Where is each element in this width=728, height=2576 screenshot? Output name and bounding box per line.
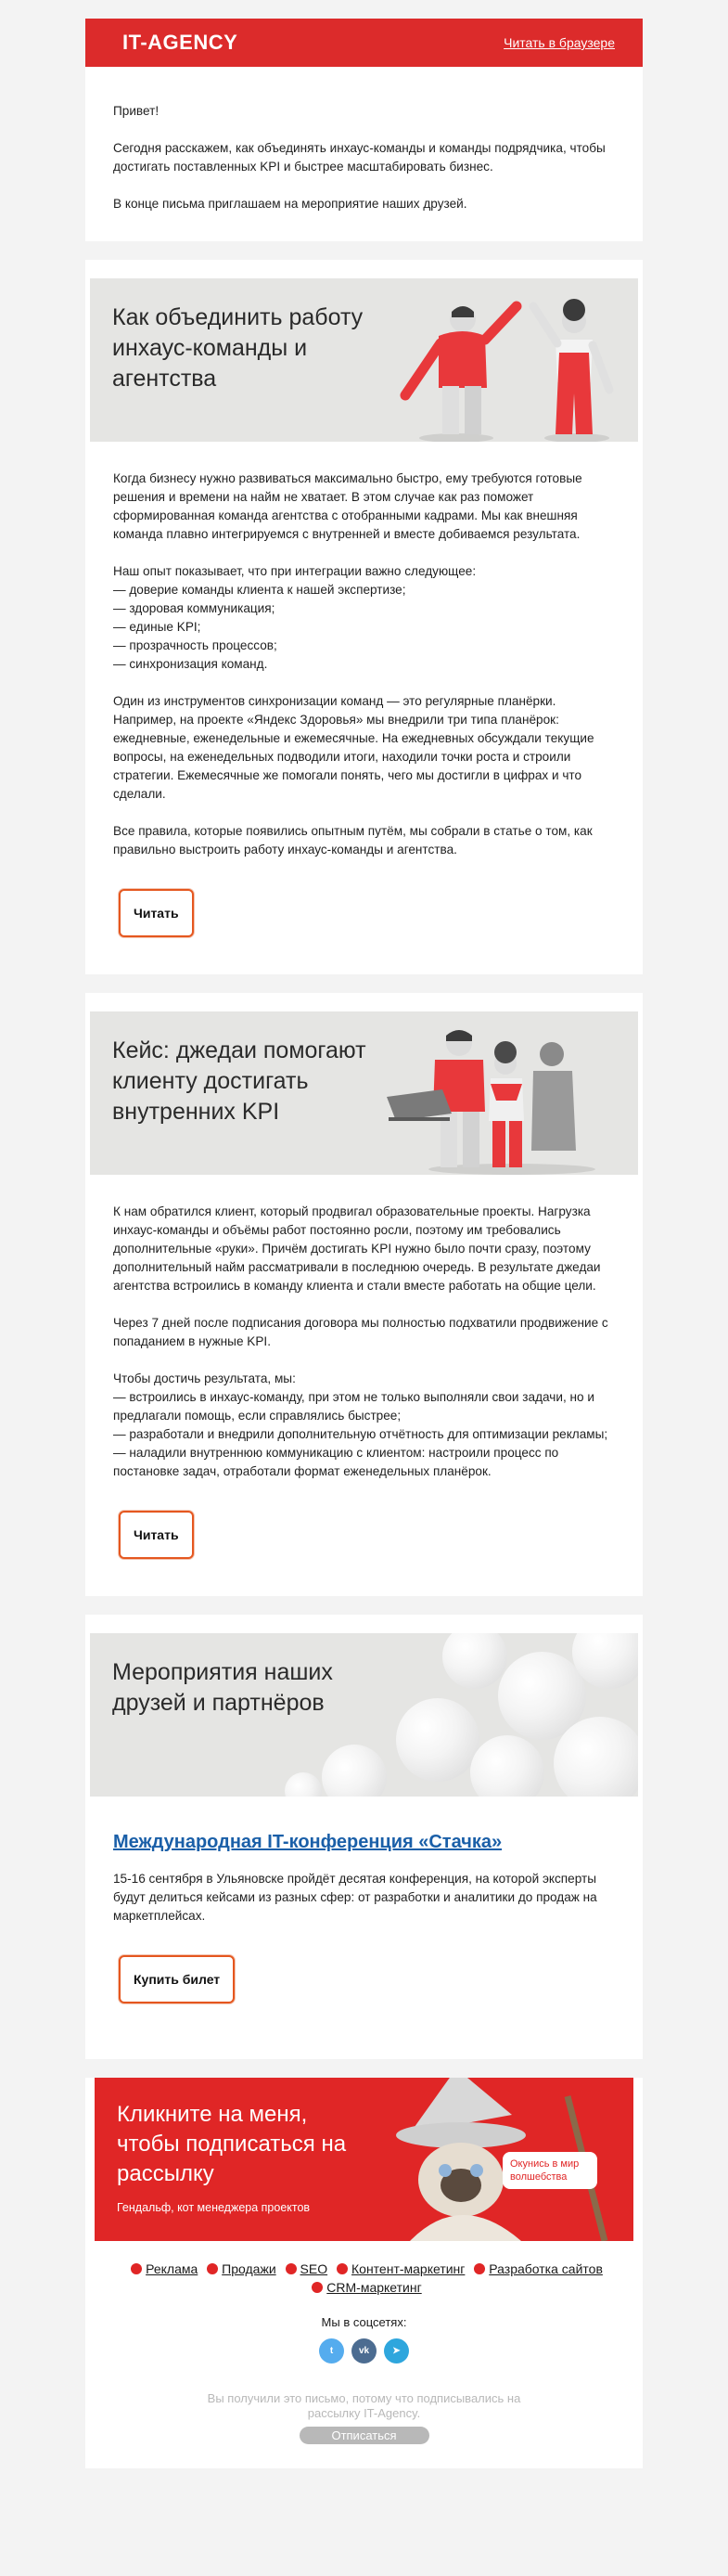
topic-link-content[interactable]: Контент-маркетинг: [351, 2261, 466, 2276]
article-card-case: [85, 993, 643, 1596]
read-case-button[interactable]: Читать: [119, 1511, 194, 1559]
red-dot-icon: [474, 2263, 485, 2274]
red-dot-icon: [337, 2263, 348, 2274]
article-list: Наш опыт показывает, что при интеграции важно следующее: — доверие команды клиента к нашей экспертизе; — здоровая коммуникация; — единые KPI; — прозрачность процессов; — синхронизация команд.: [113, 564, 477, 671]
red-dot-icon: [286, 2263, 297, 2274]
read-button[interactable]: Читать: [119, 889, 194, 937]
banner-case[interactable]: [90, 1011, 638, 1175]
greeting: Привет!: [113, 104, 160, 118]
read-in-browser-link[interactable]: Читать в браузере: [504, 35, 615, 50]
email-header: [85, 19, 643, 67]
banner-integration[interactable]: [90, 278, 638, 442]
buy-ticket-button[interactable]: Купить билет: [119, 1955, 235, 2003]
bubble-decoration: [285, 1772, 322, 1797]
footer-card: [85, 2078, 643, 2468]
twitter-icon[interactable]: t: [319, 2338, 344, 2363]
article-paragraph: Один из инструментов синхронизации команд — это регулярные планёрки. Например, на проекте «Яндекс Здоровья» мы внедрили три типа планёрок: ежедневные, еженедельные и ежемесячные. На ежедневных обсуждали текущие вопросы, на еженедельных подводили итоги, находили точки роста и строили стратегии. Ежемесячные же помогали понять, чего мы достигли в цифрах и что сделали.: [113, 694, 594, 801]
logo[interactable]: IT-AGENCY: [122, 31, 238, 54]
red-dot-icon: [312, 2282, 323, 2293]
promo-speech-bubble: Окунись в мир волшебства: [503, 2152, 597, 2189]
case-text: [85, 1175, 643, 1481]
intro-card: [85, 19, 643, 241]
social-label: Мы в соцсетях:: [321, 2315, 407, 2329]
intro-text: [85, 78, 643, 241]
events-card: [85, 1615, 643, 2059]
article-text: [85, 442, 643, 859]
case-list: Чтобы достичь результата, мы: — встроились в инхаус-команду, при этом не только выполняли свои задачи, но и предлагали помощь, если справлялись быстрее; — разработали и внедрили дополнительную отчётность для оптимизации рекламы; — наладили внутреннюю коммуникацию с клиентом: настроили процесс по постановке задач, отработали формат еженедельных планёрок.: [113, 1372, 608, 1478]
jedi-team-illustration: [387, 1011, 637, 1175]
banner-title: Кейс: джедаи помогают клиенту достигать внутренних KPI: [112, 1037, 366, 1125]
subscription-note: Вы получили это письмо, потому что подписывались на рассылку IT-Agency.: [207, 2391, 521, 2420]
bubble-decoration: [322, 1745, 387, 1797]
subscribe-banner[interactable]: [95, 2078, 633, 2241]
banner-title: Мероприятия наших друзей и партнёров: [112, 1659, 333, 1716]
banner-title: Как объединить работу инхаус-команды и агентства: [112, 304, 364, 392]
red-dot-icon: [207, 2263, 218, 2274]
red-dot-icon: [131, 2263, 142, 2274]
article-paragraph: Все правила, которые появились опытным путём, мы собрали в статье о том, как правильно выстроить работу инхаус-команды и агентства.: [113, 824, 593, 857]
article-paragraph: Когда бизнесу нужно развиваться максимально быстро, ему требуются готовые решения и времени на найм не хватает. В этом случае как раз поможет сформированная команда агентства с отобранными кадрами. Мы как внешняя команда плавно интегрируемся с внутренней и вместе добиваемся результата.: [113, 471, 582, 541]
case-paragraph: К нам обратился клиент, который продвигал образовательные проекты. Нагрузка инхаус-команды и объёмы работ постоянно росли, поэтому им требовались дополнительные «руки». Причём достигать KPI нужно было почти сразу, поэтому дополнительный найм рассматривали в последнюю очередь. В результате джедаи агентства встроились в команду клиента и стали вместе работать на общие цели.: [113, 1204, 601, 1293]
banner-events: [90, 1633, 638, 1797]
bubble-decoration: [470, 1735, 544, 1797]
case-paragraph: Через 7 дней после подписания договора мы полностью подхватили продвижение с попаданием в нужные KPI.: [113, 1316, 608, 1348]
event-description: 15-16 сентября в Ульяновске пройдёт десятая конференция, на которой эксперты будут делиться кейсами из разных сфер: от разработки и аналитики до продаж на маркетплейсах.: [113, 1872, 597, 1923]
intro-paragraph: Сегодня расскажем, как объединять инхаус-команды и команды подрядчика, чтобы достигать поставленных KPI и быстрее масштабировать бизнес.: [113, 141, 606, 174]
promo-title: Кликните на меня, чтобы подписаться на рассылку: [117, 2102, 347, 2186]
vk-icon[interactable]: vk: [351, 2338, 377, 2363]
topic-link-seo[interactable]: SEO: [300, 2261, 328, 2276]
intro-paragraph: В конце письма приглашаем на мероприятие наших друзей.: [113, 197, 467, 211]
event-title-link[interactable]: Международная IT-конференция «Стачка»: [113, 1832, 503, 1852]
topics-links: [85, 2241, 643, 2297]
team-illustration: [377, 278, 637, 442]
article-card-integration: [85, 260, 643, 974]
telegram-icon[interactable]: ➤: [384, 2338, 409, 2363]
topic-link-sales[interactable]: Продажи: [222, 2261, 276, 2276]
topic-link-web-dev[interactable]: Разработка сайтов: [489, 2261, 603, 2276]
unsubscribe-button[interactable]: Отписаться: [300, 2427, 429, 2444]
topic-link-ads[interactable]: Реклама: [146, 2261, 198, 2276]
bubble-decoration: [396, 1698, 479, 1782]
social-links: [85, 2338, 643, 2363]
promo-caption: Гендальф, кот менеджера проектов: [117, 2201, 311, 2214]
topic-link-crm[interactable]: CRM-маркетинг: [326, 2280, 422, 2295]
bubble-decoration: [442, 1633, 507, 1689]
